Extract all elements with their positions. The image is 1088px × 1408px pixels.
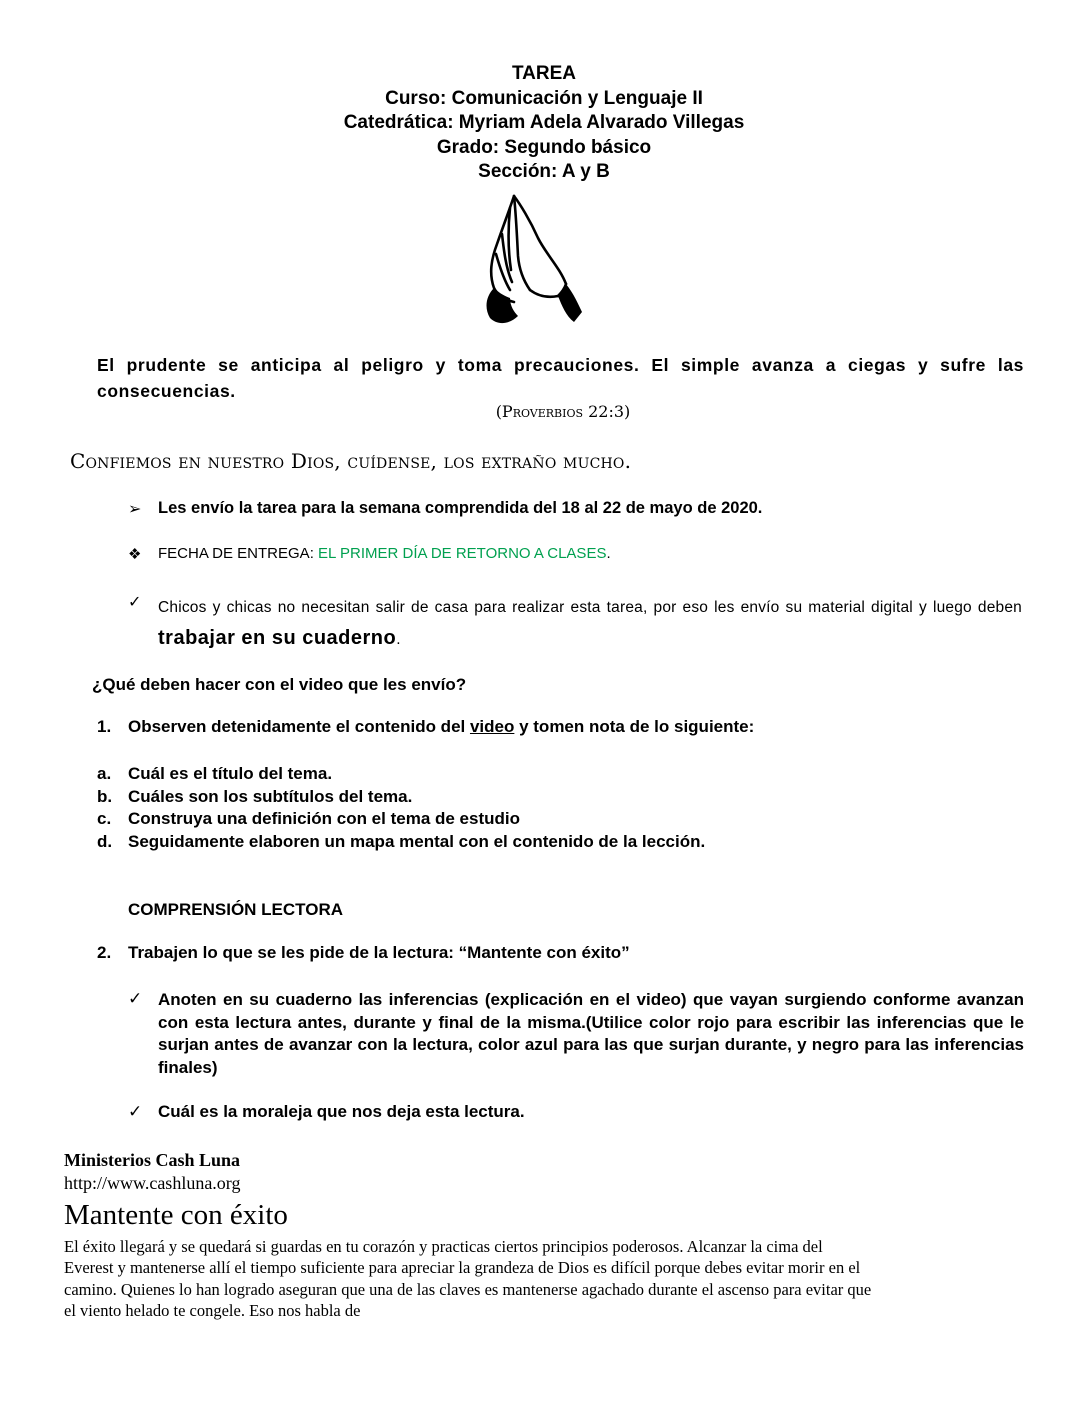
checkmark-icon: ✓ bbox=[128, 1102, 143, 1121]
header-title: TAREA bbox=[511, 63, 577, 84]
header-course: Curso: Comunicación y Lenguaje II bbox=[385, 87, 703, 109]
step-2-text: Trabajen lo que se les pide de la lectura: “Mantente con éxito” bbox=[128, 943, 630, 962]
list-item-letter: d. bbox=[97, 831, 113, 851]
reading-title: Mantente con éxito bbox=[64, 1199, 288, 1231]
greeting-message: Confiemos en nuestro Dios, cuídense, los extraño mucho. bbox=[70, 449, 632, 473]
instructions-emphasis: trabajar en su cuaderno bbox=[158, 627, 397, 649]
list-item-text: Seguidamente elaboren un mapa mental con el contenido de la lección. bbox=[128, 831, 706, 851]
instructions-text: Chicos y chicas no necesitan salir de casa para realizar esta tarea, por eso les envío su material digital y luego deben bbox=[158, 599, 1022, 616]
question-heading: ¿Qué deben hacer con el video que les envío? bbox=[92, 675, 467, 694]
reading-source: Ministerios Cash Luna bbox=[64, 1150, 241, 1170]
checkmark-icon: ✓ bbox=[128, 594, 142, 611]
list-item-text: Construya una definición con el tema de estudio bbox=[128, 809, 521, 828]
praying-hands-icon bbox=[480, 194, 588, 326]
reading-paragraph: El éxito llegará y se quedará si guardas en tu corazón y practicas ciertos principios poderosos. Alcanzar la cima del Everest y mantenerse allí el tiempo suficiente para apreciar la grandeza de Dios es difícil porque debes evitar morir en el camino. Quienes lo han logrado aseguran que una de las claves es mantenerse agachado durante el ascenso para evitar que el viento helado te congele. Eso nos habla de bbox=[64, 1237, 872, 1320]
document-header bbox=[0, 62, 1088, 185]
step-1-number: 1. bbox=[97, 717, 112, 736]
step-1-text-b: y tomen nota de lo siguiente: bbox=[514, 717, 755, 736]
step-2-number: 2. bbox=[97, 943, 112, 962]
due-date-label: FECHA DE ENTREGA: bbox=[158, 545, 319, 562]
bullet-week-text: Les envío la tarea para la semana comprendida del 18 al 22 de mayo de 2020. bbox=[158, 499, 763, 517]
list-item-text: Cuál es el título del tema. bbox=[128, 764, 333, 783]
step-1-text-a: Observen detenidamente el contenido del bbox=[128, 717, 470, 736]
due-date-value: EL PRIMER DÍA DE RETORNO A CLASES bbox=[318, 545, 607, 562]
list-item-letter: a. bbox=[97, 764, 112, 783]
verse-reference: (Proverbios 22:3) bbox=[495, 402, 631, 421]
arrow-bullet-icon: ➢ bbox=[128, 501, 142, 518]
check-item-text: Cuál es la moraleja que nos deja esta lectura. bbox=[158, 1102, 525, 1121]
header-grade: Grado: Segundo básico bbox=[436, 136, 652, 158]
header-section: Sección: A y B bbox=[478, 161, 610, 182]
checkmark-icon: ✓ bbox=[128, 989, 143, 1008]
section-heading: COMPRENSIÓN LECTORA bbox=[128, 900, 344, 919]
verse-text: El prudente se anticipa al peligro y toma precauciones. El simple avanza a ciegas y sufre las consecuencias. bbox=[97, 355, 1024, 401]
due-date-end: . bbox=[606, 545, 611, 562]
list-item-text: Cuáles son los subtítulos del tema. bbox=[128, 786, 413, 806]
diamond-bullet-icon: ❖ bbox=[128, 546, 142, 563]
header-teacher: Catedrática: Myriam Adela Alvarado Villegas bbox=[343, 112, 745, 133]
list-item-letter: c. bbox=[97, 809, 112, 828]
check-item-text: Anoten en su cuaderno las inferencias (explicación en el video) que vayan surgiendo conforme avanzan con esta lectura antes, durante y final de la misma.(Utilice color rojo para escribir las inferencias que le surjan antes de avanzar con la lectura, color azul para las que surjan durante, y negro para las inferencias finales) bbox=[158, 990, 1024, 1077]
instructions-end: . bbox=[396, 631, 401, 648]
video-link[interactable]: video bbox=[469, 717, 515, 736]
list-item-letter: b. bbox=[97, 786, 113, 806]
reading-url[interactable]: http://www.cashluna.org bbox=[64, 1173, 241, 1193]
